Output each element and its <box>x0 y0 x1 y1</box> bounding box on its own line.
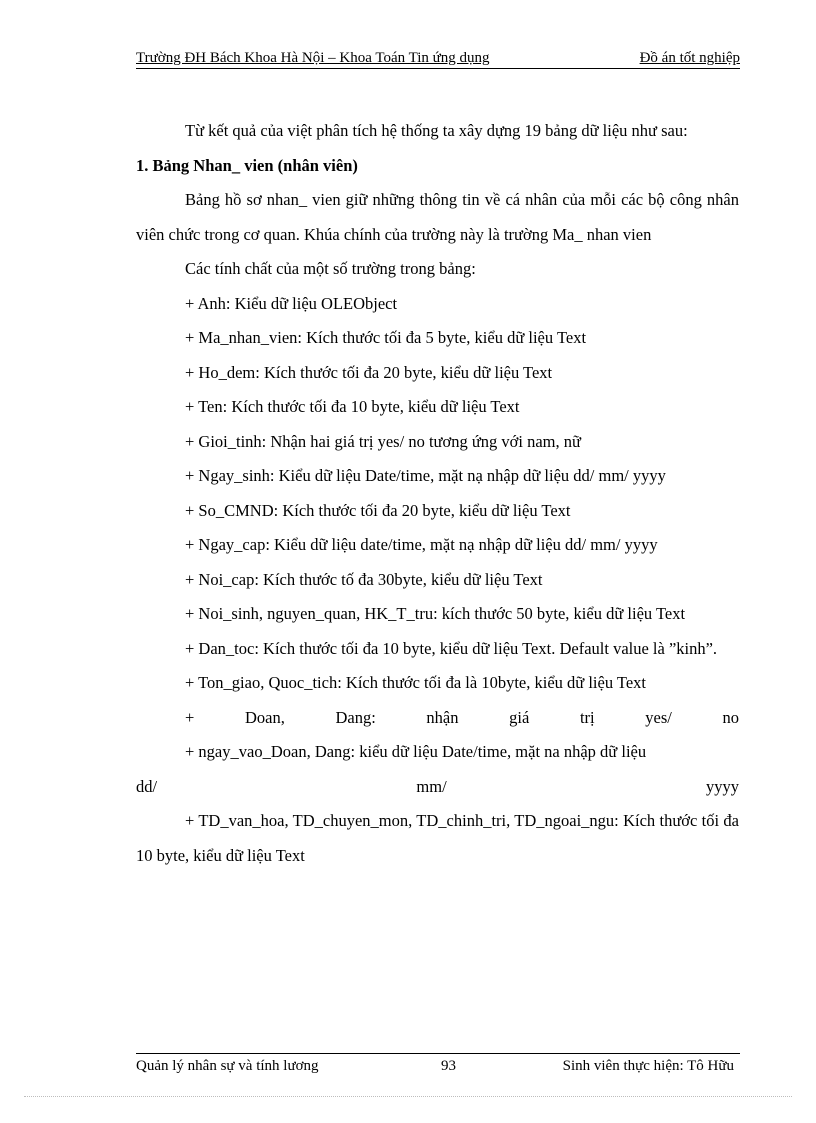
page-footer <box>136 1053 740 1076</box>
field-item-ngay-vao-mask: dd/ mm/ yyyy <box>136 776 739 796</box>
header-school: Trường ĐH Bách Khoa Hà Nội – Khoa Toán Tin ứng dụng <box>136 50 490 66</box>
field-item: + Ten: Kích thước tối đa 10 byte, kiểu dữ liệu Text <box>185 397 520 416</box>
page-boundary-divider <box>24 1096 792 1098</box>
page-header <box>136 48 740 69</box>
field-item-ngay-vao: + ngay_vao_Doan, Dang: kiểu dữ liệu Date/time, mặt na nhập dữ liệu <box>185 742 647 761</box>
section-heading: 1. Bảng Nhan_ vien (nhân viên) <box>136 155 358 175</box>
field-item: + Anh: Kiểu dữ liệu OLEObject <box>185 293 398 313</box>
field-item-td: + TD_van_hoa, TD_chuyen_mon, TD_chinh_tri, TD_ngoai_ngu: Kích thước tối đa 10 byte, kiểu dữ liệu Text <box>136 811 739 865</box>
field-item: + Ma_nhan_vien: Kích thước tối đa 5 byte, kiểu dữ liệu Text <box>185 328 587 347</box>
field-item-dan-toc: + Dan_toc: Kích thước tối đa 10 byte, kiểu dữ liệu Text. Default value là ”kinh”. <box>185 638 718 658</box>
table-description: Bảng hồ sơ nhan_ vien giữ những thông tin về cá nhân của mỗi các bộ công nhân viên chức trong cơ quan. Khúa chính của trường này là trường Ma_ nhan vien <box>136 190 739 244</box>
properties-intro: Các tính chất của một số trường trong bảng: <box>185 259 476 278</box>
field-item-ngay-sinh: + Ngay_sinh: Kiểu dữ liệu Date/time, mặt nạ nhập dữ liệu dd/ mm/ yyyy <box>185 466 666 485</box>
footer-title: Quản lý nhân sự và tính lương <box>136 1058 319 1074</box>
page-number: 93 <box>441 1058 456 1074</box>
field-item-ton-giao: + Ton_giao, Quoc_tich: Kích thước tối đa là 10byte, kiểu dữ liệu Text <box>185 673 646 692</box>
field-item: + Ho_dem: Kích thước tối đa 20 byte, kiểu dữ liệu Text <box>185 362 553 382</box>
field-item-noi-sinh: + Noi_sinh, nguyen_quan, HK_T_tru: kích thước 50 byte, kiểu dữ liệu Text <box>185 604 686 623</box>
field-item: + Ngay_cap: Kiểu dữ liệu date/time, mặt nạ nhập dữ liệu dd/ mm/ yyyy <box>185 535 658 554</box>
field-item: + So_CMND: Kích thước tối đa 20 byte, kiểu dữ liệu Text <box>185 500 571 520</box>
header-doc-type: Đồ án tốt nghiệp <box>639 50 740 66</box>
field-item: + Noi_cap: Kích thước tố đa 30byte, kiểu dữ liệu Text <box>185 569 543 589</box>
field-item: + Gioi_tinh: Nhận hai giá trị yes/ no tương ứng với nam, nữ <box>185 431 581 451</box>
field-item-doan-dang: + Doan, Dang: nhận giá trị yes/ no <box>185 707 739 727</box>
footer-author: Sinh viên thực hiện: Tô Hữu <box>562 1058 734 1074</box>
intro-paragraph: Từ kết quả của việt phân tích hệ thống ta xây dựng 19 bảng dữ liệu như sau: <box>185 121 688 140</box>
page-body <box>136 114 739 873</box>
